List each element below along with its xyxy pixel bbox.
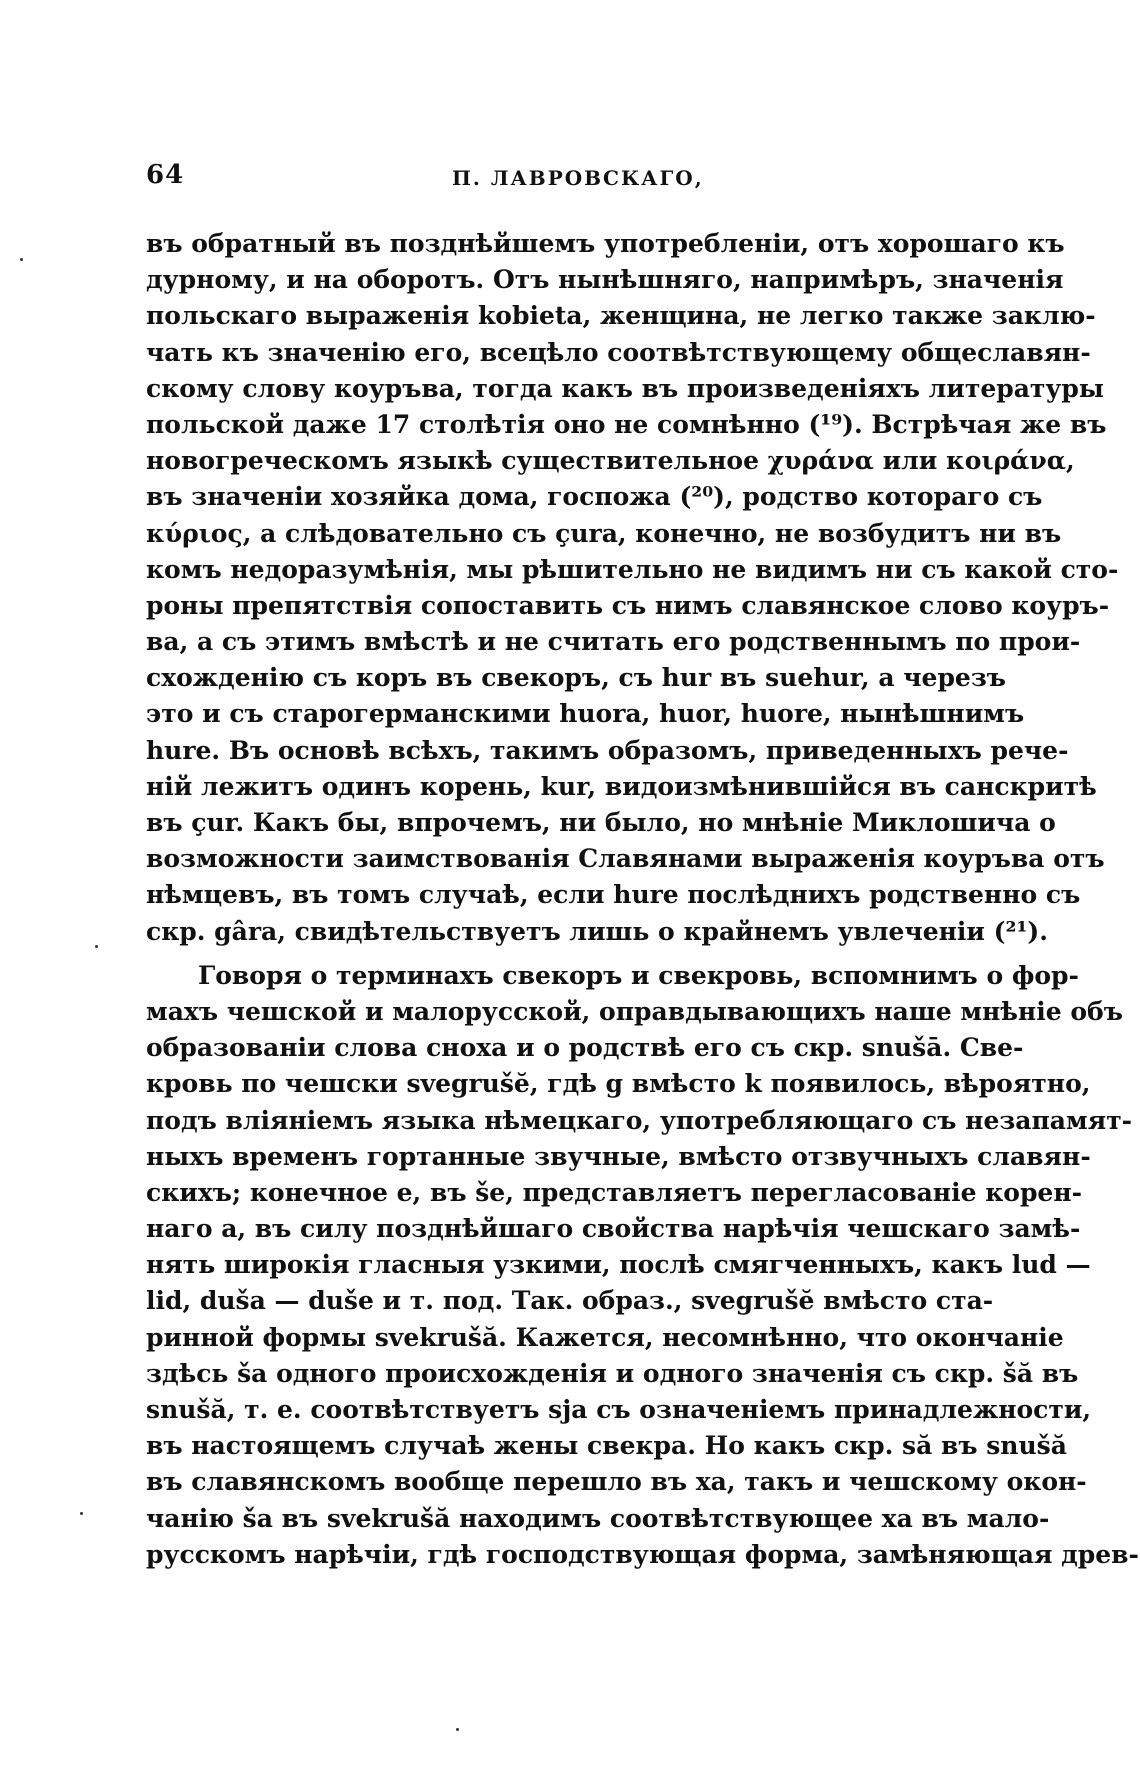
text-line: snušă, т. е. соотвѣтствуетъ sja съ означеніемъ принадлежности, xyxy=(146,1395,1092,1424)
text-line: ныхъ временъ гортанные звучные, вмѣсто отзвучныхъ славян- xyxy=(146,1141,1091,1171)
text-line: роны препятствія сопоставить съ нимъ славянское слово коуръ- xyxy=(146,590,1110,620)
text-line: lid, duša — duše и т. под. Так. образ., svegrušĕ вмѣсто ста- xyxy=(146,1286,994,1316)
scan-speck xyxy=(20,258,23,261)
text-line: здѣсь šа одного происхожденія и одного значенія съ скр. šă въ xyxy=(146,1358,1079,1388)
text-line: скр. gâra, свидѣтельствуетъ лишь о крайнемъ увлеченіи (²¹). xyxy=(146,916,1048,946)
paragraph-2 xyxy=(146,958,1139,1573)
text-line: подъ вліяніемъ языка нѣмецкаго, употребляющаго съ незапамят- xyxy=(146,1105,1133,1135)
body-text xyxy=(146,226,1139,1573)
text-line: это и съ старогерманскими huora, huor, huore, нынѣшнимъ xyxy=(146,699,1025,729)
text-line: ній лежитъ одинъ корень, kur, видоизмѣнившійся въ санскритѣ xyxy=(146,771,1097,801)
text-line: Говоря о терминахъ свекоръ и свекровь, вспомнимъ о фор- xyxy=(198,960,1079,990)
scan-speck xyxy=(80,1512,83,1515)
text-line: скому слову коуръва, тогда какъ въ произведеніяхъ литературы xyxy=(146,373,1104,403)
text-line: ринной формы svekrušă. Кажется, несомнѣнно, что окончаніе xyxy=(146,1322,1064,1352)
text-line: ва, а съ этимъ вмѣстѣ и не считать его родственнымъ по прои- xyxy=(146,627,1081,657)
text-line: польскаго выраженія kobieta, женщина, не легко также заклю- xyxy=(146,301,1096,331)
paragraph-1 xyxy=(146,226,1119,950)
running-head: П. ЛАВРОВСКАГО, xyxy=(452,166,704,190)
text-line: польской даже 17 столѣтія оно не сомнѣнно (¹⁹). Встрѣчая же въ xyxy=(146,409,1107,439)
scan-speck xyxy=(95,945,98,948)
text-line: новогреческомъ языкѣ существительное χυράνα или κοιράνα, xyxy=(146,446,1075,476)
page-number: 64 xyxy=(146,160,185,190)
scan-speck xyxy=(456,1728,459,1731)
text-line: нять широкія гласныя узкими, послѣ смягченныхъ, какъ lud — xyxy=(146,1250,1091,1280)
text-line: въ настоящемъ случаѣ жены свекра. Но какъ скр. să въ snušă xyxy=(146,1431,1067,1461)
text-line: скихъ; конечное е, въ šе, представляетъ перегласованіе корен- xyxy=(146,1177,1082,1207)
text-line: нѣмцевъ, въ томъ случаѣ, если hure послѣднихъ родственно съ xyxy=(146,880,1081,910)
text-line: чать къ значенію его, всецѣло соотвѣтствующему общеславян- xyxy=(146,337,1091,367)
text-line: hure. Въ основѣ всѣхъ, такимъ образомъ, приведенныхъ рече- xyxy=(146,735,1069,765)
text-line: въ значеніи хозяйка дома, госпожа (²⁰), родство котораго съ xyxy=(146,482,1043,512)
text-line: чанію šа въ svekrušă находимъ соотвѣтствующее ха въ мало- xyxy=(146,1503,1050,1533)
text-line: образованіи слова сноха и о родствѣ его съ скр. snušā. Све- xyxy=(146,1033,1024,1063)
text-line: комъ недоразумѣнія, мы рѣшительно не видимъ ни съ какой сто- xyxy=(146,554,1119,584)
text-line: возможности заимствованія Славянами выраженія коуръва отъ xyxy=(146,844,1105,874)
text-line: κύριος, а слѣдовательно съ çura, конечно, не возбудитъ ни въ xyxy=(146,518,1062,548)
text-line: въ славянскомъ вообще перешло въ ха, такъ и чешскому окон- xyxy=(146,1467,1087,1497)
text-line: махъ чешской и малорусской, оправдывающихъ наше мнѣніе объ xyxy=(146,996,1123,1026)
text-line: русскомъ нарѣчіи, гдѣ господствующая форма, замѣняющая древ- xyxy=(146,1539,1139,1569)
text-line: кровь по чешски svegrušĕ, гдѣ g вмѣсто k появилось, вѣроятно, xyxy=(146,1069,1091,1099)
text-line: въ обратный въ позднѣйшемъ употребленіи, отъ хорошаго къ xyxy=(146,229,1065,258)
text-line: дурному, и на оборотъ. Отъ нынѣшняго, напримѣръ, значенія xyxy=(146,265,1064,295)
text-line: въ çur. Какъ бы, впрочемъ, ни было, но мнѣніе Миклошича о xyxy=(146,808,1056,837)
text-line: наго а, въ силу позднѣйшаго свойства нарѣчія чешскаго замѣ- xyxy=(146,1214,1081,1244)
text-line: схожденію съ коръ въ свекоръ, съ hur въ suehur, а черезъ xyxy=(146,663,1006,693)
